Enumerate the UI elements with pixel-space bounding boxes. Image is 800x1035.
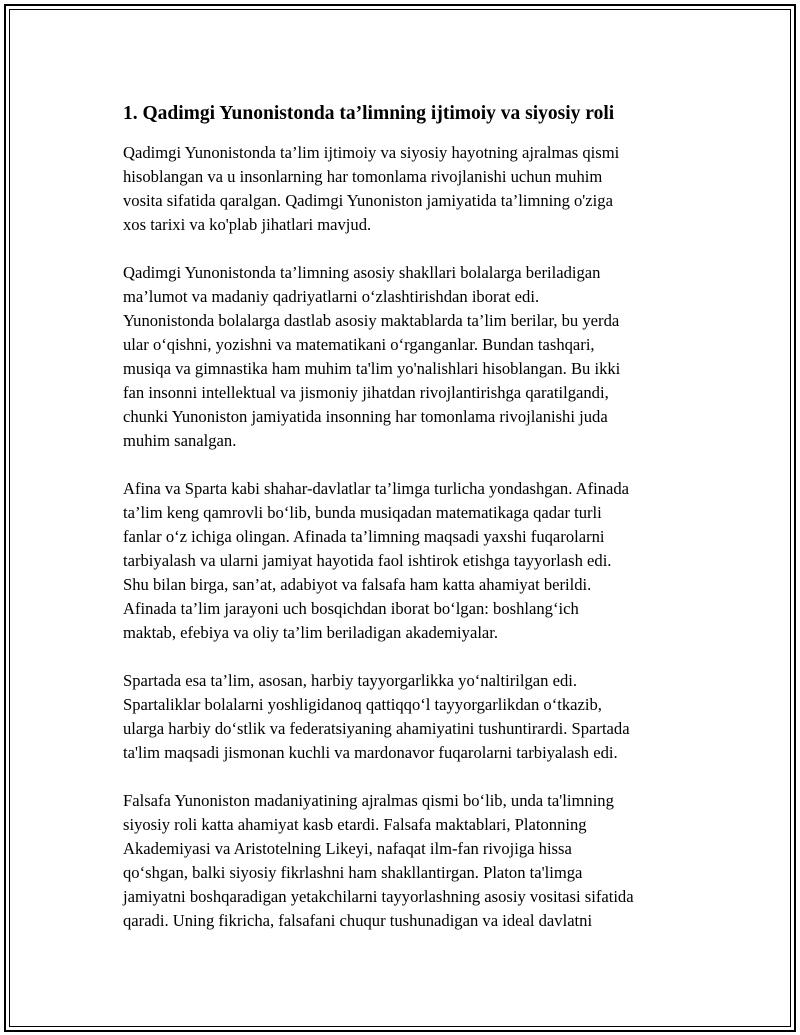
text-line: Afinada ta’lim jarayoni uch bosqichdan iborat bo‘lgan: boshlang‘ich: [123, 599, 579, 618]
text-line: ular o‘qishni, yozishni va matematikani o‘rganganlar. Bundan tashqari,: [123, 335, 595, 354]
text-line: chunki Yunoniston jamiyatida insonning har tomonlama rivojlanishi juda: [123, 407, 608, 426]
text-line: Qadimgi Yunonistonda ta’limning asosiy shakllari bolalarga beriladigan: [123, 263, 601, 282]
text-line: tarbiyalash va ularni jamiyat hayotida faol ishtirok etishga tayyorlash edi.: [123, 551, 612, 570]
text-line: Spartada esa ta’lim, asosan, harbiy tayyorgarlikka yo‘naltirilgan edi.: [123, 671, 578, 690]
text-line: Shu bilan birga, san’at, adabiyot va falsafa ham katta ahamiyat berildi.: [123, 575, 592, 594]
text-line: muhim sanalgan.: [123, 431, 237, 450]
text-line: fan insonni intellektual va jismoniy jihatdan rivojlantirishga qaratilgandi,: [123, 383, 609, 402]
text-line: vosita sifatida qaralgan. Qadimgi Yunoniston jamiyatida ta’limning o'ziga: [123, 191, 613, 210]
text-line: Afina va Sparta kabi shahar-davlatlar ta’limga turlicha yondashgan. Afinada: [123, 479, 630, 498]
text-line: xos tarixi va ko'plab jihatlari mavjud.: [123, 215, 372, 234]
paragraph-2: [123, 261, 713, 453]
text-line: ta'lim maqsadi jismonan kuchli va mardonavor fuqarolarni tarbiyalash edi.: [123, 743, 618, 762]
paragraph-1: [123, 141, 713, 237]
text-line: Falsafa Yunoniston madaniyatining ajralmas qismi bo‘lib, unda ta'limning: [123, 791, 614, 810]
text-line: Yunonistonda bolalarga dastlab asosiy maktablarda ta’lim berilar, bu yerda: [123, 311, 620, 330]
text-line: fanlar o‘z ichiga olingan. Afinada ta’limning maqsadi yaxshi fuqarolarni: [123, 527, 605, 546]
text-line: maktab, efebiya va oliy ta’lim beriladigan akademiyalar.: [123, 623, 499, 642]
text-line: qaradi. Uning fikricha, falsafani chuqur tushunadigan va ideal davlatni: [123, 911, 593, 930]
text-line: ma’lumot va madaniy qadriyatlarni o‘zlashtirishdan iborat edi.: [123, 287, 540, 306]
text-line: Akademiyasi va Aristotelning Likeyi, nafaqat ilm-fan rivojiga hissa: [123, 839, 572, 858]
document-body: [123, 101, 713, 957]
text-line: musiqa va gimnastika ham muhim ta'lim yo'nalishlari hisoblangan. Bu ikki: [123, 359, 621, 378]
text-line: siyosiy roli katta ahamiyat kasb etardi. Falsafa maktablari, Platonning: [123, 815, 587, 834]
text-line: ularga harbiy do‘stlik va federatsiyaning ahamiyatini tushuntirardi. Spartada: [123, 719, 630, 738]
paragraph-4: [123, 669, 713, 765]
page-title: 1. Qadimgi Yunonistonda ta’limning ijtimoiy va siyosiy roli: [123, 103, 615, 124]
paragraph-3: [123, 477, 713, 645]
paragraph-5: [123, 789, 713, 933]
text-line: Qadimgi Yunonistonda ta’lim ijtimoiy va siyosiy hayotning ajralmas qismi: [123, 143, 620, 162]
text-line: qo‘shgan, balki siyosiy fikrlashni ham shakllantirgan. Platon ta'limga: [123, 863, 583, 882]
text-line: Spartaliklar bolalarni yoshligidanoq qattiqqo‘l tayyorgarlikdan o‘tkazib,: [123, 695, 602, 714]
text-line: jamiyatni boshqaradigan yetakchilarni tayyorlashning asosiy vositasi sifatida: [123, 887, 634, 906]
text-line: hisoblangan va u insonlarning har tomonlama rivojlanishi uchun muhim: [123, 167, 603, 186]
text-line: ta’lim keng qamrovli bo‘lib, bunda musiqadan matematikaga qadar turli: [123, 503, 602, 522]
page-frame: [4, 4, 796, 1032]
